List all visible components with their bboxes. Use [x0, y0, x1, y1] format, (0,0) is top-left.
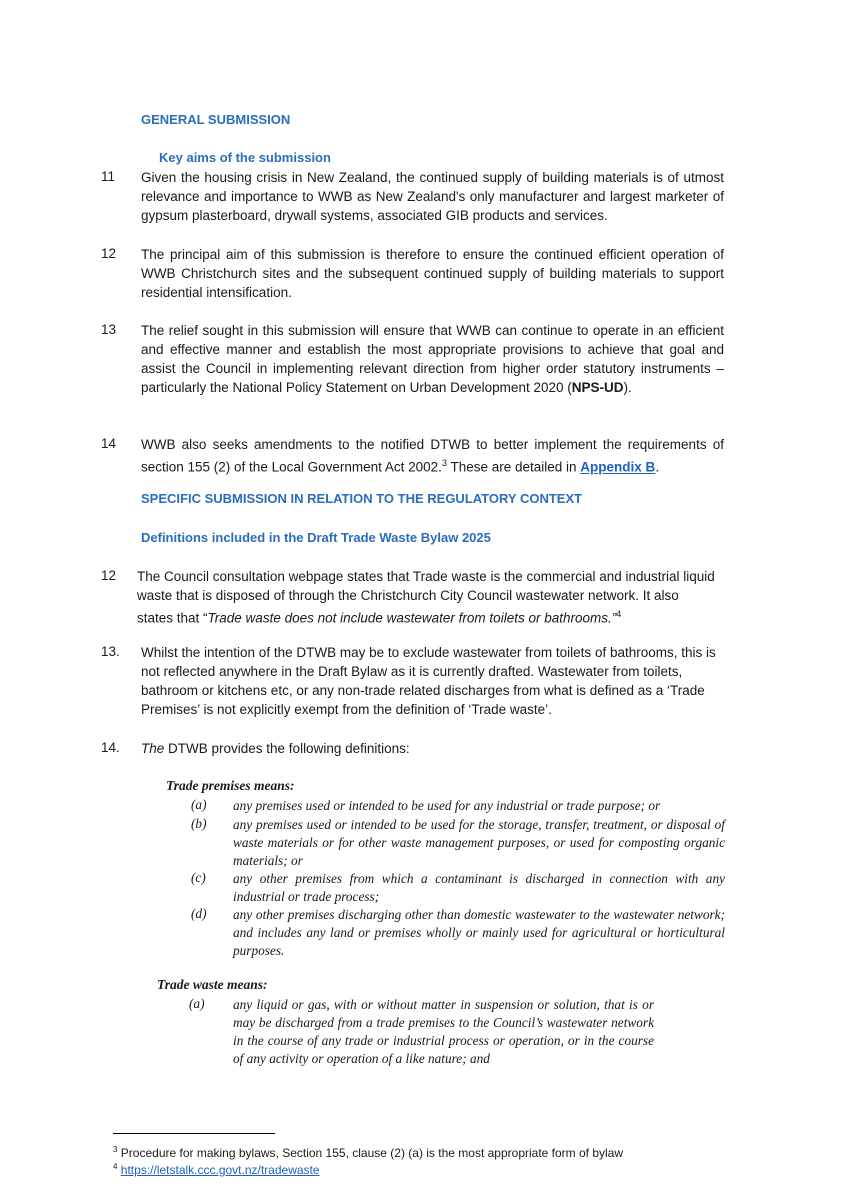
- appendix-b-link[interactable]: Appendix B: [580, 459, 656, 475]
- definition-item-text: any other premises from which a contaminant is discharged in connection with any industrial or trade process;: [233, 871, 725, 904]
- subheading-key-aims: Key aims of the submission: [159, 150, 331, 165]
- footnote-divider: [113, 1133, 275, 1134]
- paragraph-text: The DTWB provides the following definitions:: [141, 741, 410, 756]
- paragraph-text: The Council consultation webpage states that Trade waste is the commercial and industrial liquid waste that is disposed of through the Christchurch City Council wastewater network. It also states that “Trade waste does not include wastewater from toilets or bathrooms.”$^4$: [137, 569, 715, 626]
- definition-item-text: any liquid or gas, with or without matter in suspension or solution, that is or may be discharged from a trade premises to the Council’s wastewater network in the course of any trade or industrial process or operation, or in the course of any activity or operation of a like nature; and: [233, 997, 654, 1066]
- paragraph-number: 11: [101, 169, 116, 184]
- definition-item-label: (d): [191, 906, 207, 921]
- paragraph-number: 14: [101, 436, 117, 451]
- definition-title-trade-premises: Trade premises means:: [166, 778, 295, 793]
- definition-item-label: (c): [191, 870, 206, 885]
- section-heading-specific: SPECIFIC SUBMISSION IN RELATION TO THE REGULATORY CONTEXT: [141, 491, 583, 506]
- paragraph-text: Given the housing crisis in New Zealand, the continued supply of building materials is of utmost relevance and importance to WWB as New Zealand's only manufacturer and largest marketer of gypsum plasterboard, drywall systems, associated GIB products and services.: [141, 170, 724, 223]
- paragraph-number: 13.: [101, 644, 120, 659]
- paragraph-text: Whilst the intention of the DTWB may be to exclude wastewater from toilets of bathrooms, this is not reflected anywhere in the Draft Bylaw as it is currently drafted. Wastewater from toilets, bathroom or kitchens etc, or any non-trade related discharges from what is defined as a ‘Trade Premises’ is not explicitly exempt from the definition of ‘Trade waste’.: [141, 645, 716, 717]
- paragraph-number: 13: [101, 322, 117, 337]
- paragraph-number: 14.: [101, 740, 120, 755]
- definition-item-text: any premises used or intended to be used for any industrial or trade purpose; or: [233, 798, 661, 813]
- definition-item-text: any premises used or intended to be used for the storage, transfer, treatment, or disposal of waste materials or for other waste management purposes, or used for composting organic materials; or: [233, 817, 725, 868]
- definition-item-label: (a): [189, 996, 205, 1011]
- paragraph-number: 12: [101, 246, 117, 261]
- definition-title-trade-waste: Trade waste means:: [157, 977, 268, 992]
- definition-item-text: any other premises discharging other than domestic wastewater to the wastewater network; and includes any land or premises wholly or mainly used for agricultural or horticultural purposes.: [233, 907, 725, 958]
- subheading-definitions: Definitions included in the Draft Trade Waste Bylaw 2025: [141, 530, 491, 545]
- footnote-link[interactable]: https://letstalk.ccc.govt.nz/tradewaste: [120, 1163, 320, 1177]
- footnote: $^3$ Procedure for making bylaws, Section 155, clause (2) (a) is the most appropriate form of bylaw: [113, 1145, 624, 1160]
- paragraph-text: The principal aim of this submission is therefore to ensure the continued efficient operation of WWB Christchurch sites and the subsequent continued supply of building materials to support residential intensification.: [141, 247, 724, 300]
- paragraph-text: WWB also seeks amendments to the notified DTWB to better implement the requirements of section 155 (2) of the Local Government Act 2002.$^3$ These are detailed in Appendix B.: [141, 437, 724, 475]
- paragraph-number: 12: [101, 568, 117, 583]
- paragraph-text: The relief sought in this submission will ensure that WWB can continue to operate in an efficient and effective manner and establish the most appropriate provisions to achieve that goal and assist the Council in implementing relevant direction from higher order statutory instruments – particularly the National Policy Statement on Urban Development 2020 (NPS-UD).: [141, 323, 724, 395]
- definition-item-label: (b): [191, 816, 207, 831]
- footnote: $^4$ https://letstalk.ccc.govt.nz/tradewaste: [113, 1162, 320, 1177]
- definition-item-label: (a): [191, 797, 207, 812]
- section-heading-general: GENERAL SUBMISSION: [141, 112, 291, 127]
